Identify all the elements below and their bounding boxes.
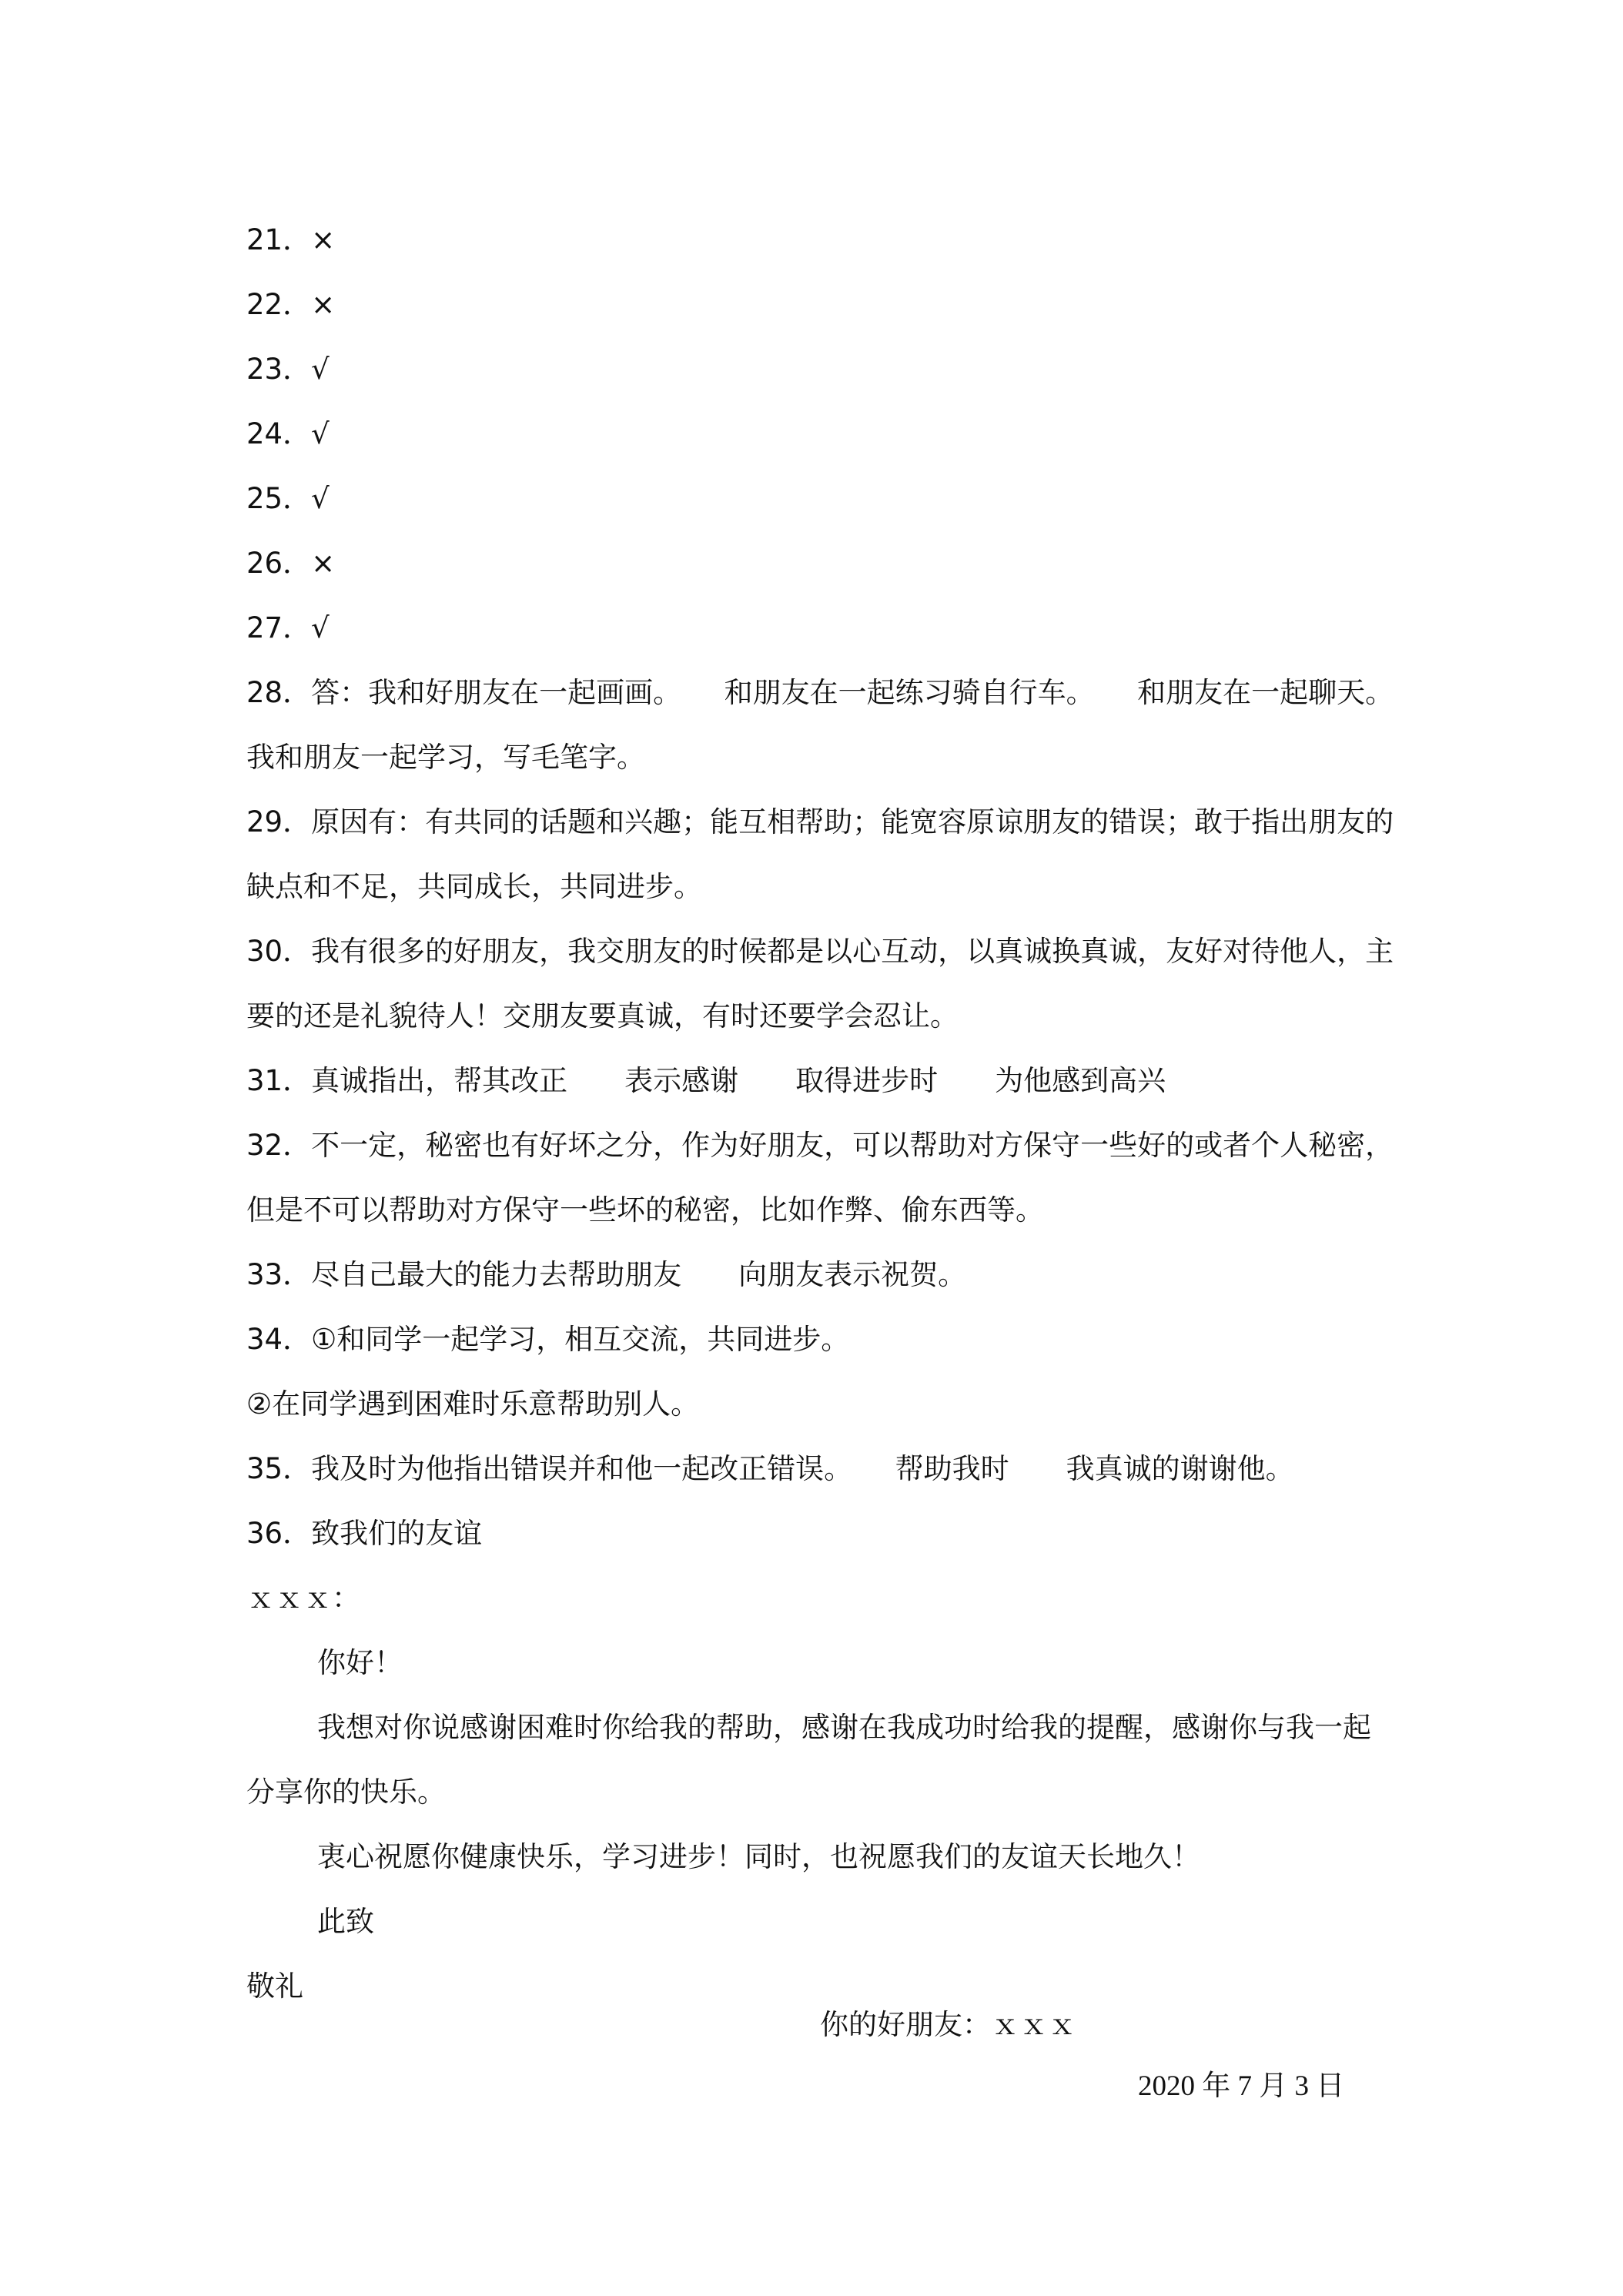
answer-23: 23．√	[246, 353, 330, 386]
answer-28-line-1: 28．答：我和好朋友在一起画画。 和朋友在一起练习骑自行车。 和朋友在一起聊天。	[246, 676, 1394, 709]
letter-body-1-line-1: 我想对你说感谢困难时你给我的帮助，感谢在我成功时给我的提醒，感谢你与我一起	[317, 1711, 1371, 1744]
answer-list	[246, 208, 1394, 2019]
answer-31: 31．真诚指出，帮其改正 表示感谢 取得进步时 为他感到高兴	[246, 1064, 1166, 1097]
letter-greeting: 你好！	[317, 1646, 403, 1679]
answer-25: 25．√	[246, 482, 330, 515]
answer-32-line-2: 但是不可以帮助对方保守一些坏的秘密，比如作弊、偷东西等。	[246, 1193, 1044, 1227]
letter-closing-1: 此致	[317, 1905, 374, 1938]
answer-34-line-2: ②在同学遇到困难时乐意帮助别人。	[246, 1387, 700, 1421]
answer-21: 21．×	[246, 223, 336, 256]
answer-36-title: 36．致我们的友谊	[246, 1517, 483, 1550]
answer-29-line-2: 缺点和不足，共同成长，共同进步。	[246, 870, 702, 903]
letter-body-1-line-2: 分享你的快乐。	[246, 1776, 446, 1809]
answer-30-line-2: 要的还是礼貌待人！交朋友要真诚，有时还要学会忍让。	[246, 999, 959, 1033]
answer-30-line-1: 30．我有很多的好朋友，我交朋友的时候都是以心互动，以真诚换真诚，友好对待他人，主	[246, 935, 1394, 968]
answer-28-line-2: 我和朋友一起学习，写毛笔字。	[246, 741, 645, 774]
letter-signature: 你的好朋友：ｘｘｘ	[820, 2008, 1076, 2041]
answer-24: 24．√	[246, 417, 330, 450]
answer-32-line-1: 32．不一定，秘密也有好坏之分，作为好朋友，可以帮助对方保守一些好的或者个人秘密，	[246, 1129, 1394, 1162]
letter-date: 2020 年 7 月 3 日	[1138, 2070, 1345, 2102]
answer-22: 22．×	[246, 288, 336, 321]
letter-salutation: ｘｘｘ：	[246, 1581, 360, 1615]
answer-35: 35．我及时为他指出错误并和他一起改正错误。 帮助我时 我真诚的谢谢他。	[246, 1452, 1294, 1485]
letter-closing-2: 敬礼	[246, 1970, 303, 2003]
answer-29-line-1: 29．原因有：有共同的话题和兴趣；能互相帮助；能宽容原谅朋友的错误；敢于指出朋友的	[246, 805, 1394, 838]
answer-33: 33．尽自己最大的能力去帮助朋友 向朋友表示祝贺。	[246, 1258, 967, 1291]
answer-26: 26．×	[246, 547, 336, 580]
letter-body-2: 衷心祝愿你健康快乐，学习进步！同时，也祝愿我们的友谊天长地久！	[317, 1840, 1200, 1873]
answer-34-line-1: 34．①和同学一起学习，相互交流，共同进步。	[246, 1323, 850, 1356]
answer-27: 27．√	[246, 611, 330, 644]
